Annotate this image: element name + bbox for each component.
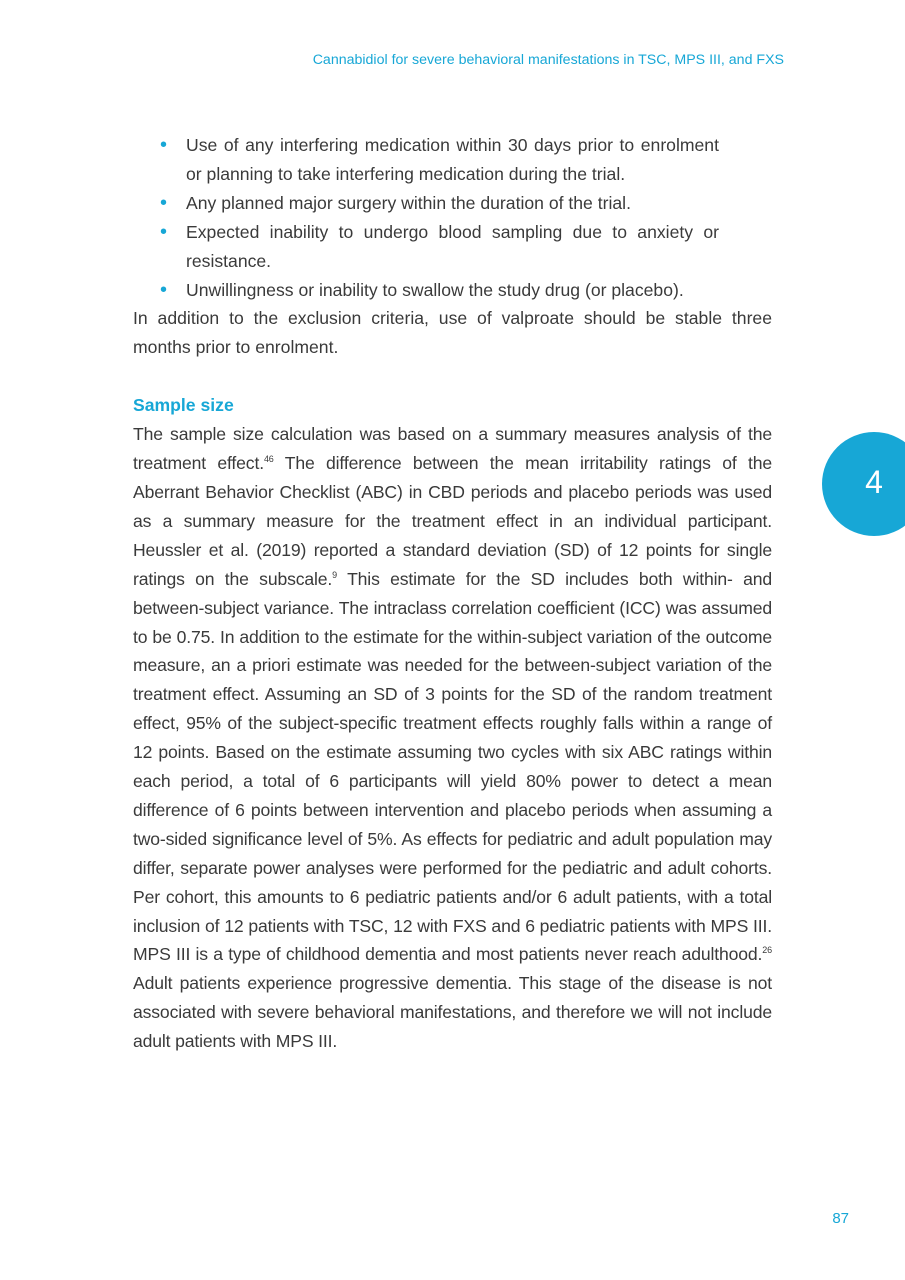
main-content [133,131,772,1056]
bullet-icon: • [160,278,168,301]
citation-ref[interactable]: 46 [263,454,274,465]
list-item: • Unwillingness or inability to swallow the study drug (or placebo). [133,276,772,305]
citation-ref[interactable]: 26 [762,945,772,956]
bullet-icon: • [160,191,168,214]
running-header: Cannabidiol for severe behavioral manifestations in TSC, MPS III, and FXS [312,52,784,68]
sample-size-paragraph: The sample size calculation was based on a summary measures analysis of the treatment effect.$^{46}$ The difference between the mean irritability ratings of the Aberrant Behavior Checklist (ABC) in CBD periods and placebo periods was used as a summary measure for the treatment effect in an individual participant. Heussler et al. (2019) reported a standard deviation (SD) of 12 points for single ratings on the subscale.$^9$ This estimate for the SD includes both within- and between-subject variance. The intraclass correlation coefficient (ICC) was assumed to be 0.75. In addition to the estimate for the within-subject variation of the outcome measure, an a priori estimate was needed for the between-subject variation of the treatment effect. Assuming an SD of 3 points for the SD of the random treatment effect, 95% of the subject-specific treatment effects roughly falls within a range of 12 points. Based on the estimate assuming two cycles with six ABC ratings within each period, a total of 6 participants will yield 80% power to detect a mean difference of 6 points between intervention and placebo periods when assuming a two-sided significance level of 5%. As effects for pediatric and adult population may differ, separate power analyses were performed for the pediatric and adult cohorts. Per cohort, this amounts to 6 pediatric patients and/or 6 adult patients, with a total inclusion of 12 patients with TSC, 12 with FXS and 6 pediatric patients with MPS III. MPS III is a type of childhood dementia and most patients never reach adulthood.$^{26}$ Adult patients experience progressive dementia. This stage of the disease is not associated with severe behavioral manifestations, and therefore we will not include adult patients with MPS III. [133,424,772,1052]
valproate-paragraph: In addition to the exclusion criteria, use of valproate should be stable three months prior to enrolment. [133,308,772,358]
list-item: • Use of any interfering medication within 30 days prior to enrolment or planning to take interfering medication during the trial. [133,131,772,189]
bullet-icon: • [160,220,168,243]
citation-ref[interactable]: 9 [332,569,338,580]
list-item: • Expected inability to undergo blood sampling due to anxiety or resistance. [133,218,772,276]
page-number: 87 [832,1210,849,1227]
bullet-icon: • [160,134,168,156]
section-heading: Sample size [133,395,234,416]
chapter-number: 4 [865,464,883,500]
list-item: • Any planned major surgery within the duration of the trial. [133,189,772,218]
chapter-tab [822,432,905,536]
exclusion-criteria-list [133,131,772,304]
